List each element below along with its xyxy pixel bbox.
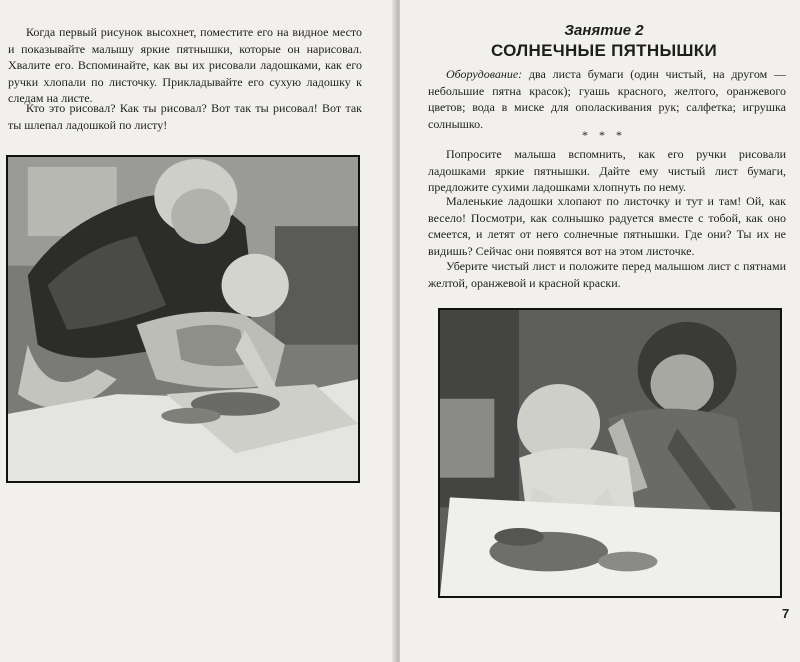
page-number: 7: [782, 606, 790, 621]
left-paragraph-1: Когда первый рисунок высохнет, поместите его на видное место и показывайте малышу яркие пятнышки, которые он нарисовал. Хвалите его. Вспоминайте, как вы их рисовали ладошками, как его ручки хлопали по листочку. Прикладывайте его сухую ладошку к следам на листе.: [8, 25, 362, 105]
right-paragraph-3: Уберите чистый лист и положите перед малышом лист с пятнами желтой, оранжевой и красной краски.: [428, 259, 786, 290]
section-separator: * * *: [582, 128, 626, 142]
right-paragraph-2: Маленькие ладошки хлопают по листочку и тут и там! Ой, как весело! Посмотри, как солнышко радуется вместе с тобой, как оно смеется, и летят от него солнечные пятнышки. Где они? Ты их не видишь? Сейчас они появятся вот на этом листочке.: [428, 194, 786, 258]
equipment-label: Оборудование:: [446, 67, 523, 81]
lesson-heading: СОЛНЕЧНЫЕ ПЯТНЫШКИ: [491, 41, 717, 60]
left-page: [0, 0, 396, 662]
grandmother-child-painting-image: [8, 157, 358, 481]
child-painting-with-adult-image: [440, 310, 780, 596]
lesson-number: Занятие 2: [564, 22, 644, 39]
right-paragraph-1: Попросите малыша вспомнить, как его ручки рисовали ладошками яркие пятнышки. Дайте ему чистый лист бумаги, предложите сухими ладошками хлопнуть по нему.: [428, 147, 786, 194]
left-paragraph-2: Кто это рисовал? Как ты рисовал? Вот так ты рисовал! Вот так ты шлепал ладошкой по листу!: [8, 101, 362, 132]
equipment-text: два листа бумаги (один чистый, на другом — небольшие пятна красок); гуашь красного, желтого, оранжевого цветов; вода в миске для ополаскивания рук; салфетка; игрушка солнышко.: [428, 67, 786, 131]
left-photo: [6, 155, 360, 483]
equipment-paragraph: [428, 66, 786, 132]
right-photo: [438, 308, 782, 598]
